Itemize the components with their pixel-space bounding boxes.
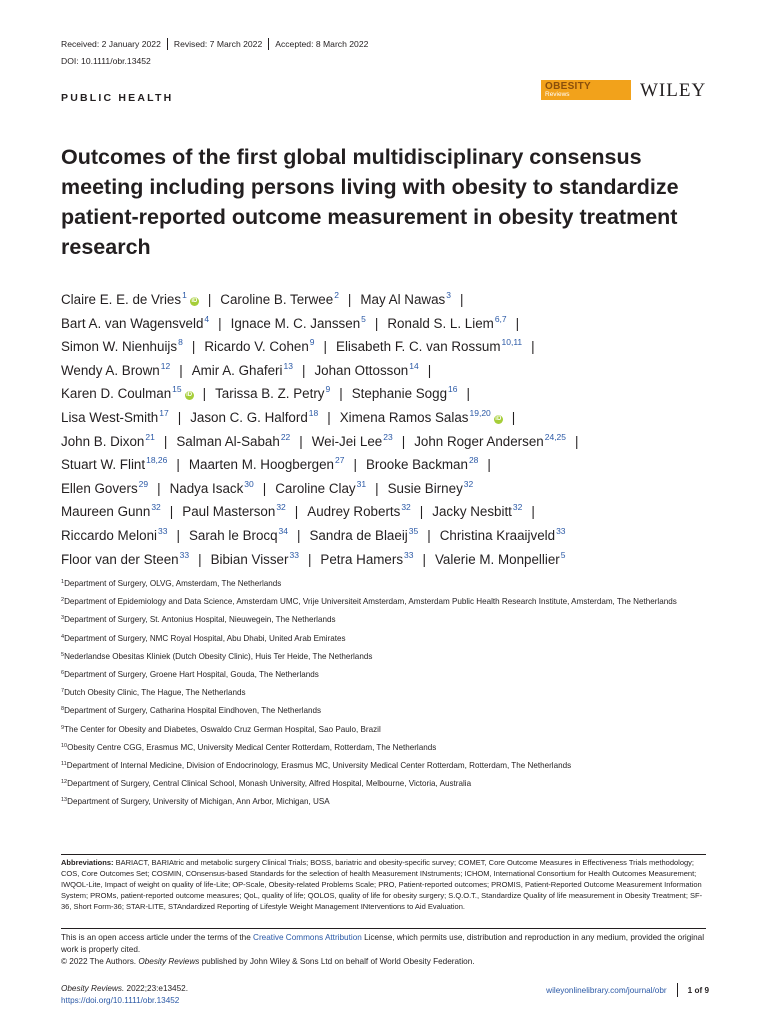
author-name-text: Wendy A. Brown: [61, 362, 160, 378]
affiliation-text: Department of Surgery, University of Michigan, Ann Arbor, Michigan, USA: [67, 797, 330, 807]
affiliation-number: 6: [61, 669, 65, 676]
author-separator: |: [466, 386, 470, 402]
affiliation-number: 7: [61, 688, 65, 695]
affiliation-ref[interactable]: 31: [356, 478, 367, 489]
author-name-text: Petra Hamers: [320, 551, 404, 567]
affiliation-ref[interactable]: 9: [309, 337, 315, 348]
affiliation-item: [61, 705, 701, 717]
author-name-text: May Al Nawas: [360, 292, 446, 307]
affiliation-item: [61, 596, 701, 608]
author-line: [61, 524, 711, 548]
author-name-text: Amir A. Ghaferi: [191, 362, 283, 378]
author-name[interactable]: [432, 504, 522, 519]
author-name[interactable]: [61, 457, 167, 472]
author-name-text: Jason C. G. Halford: [190, 409, 308, 425]
affiliation-text: Department of Epidemiology and Data Science, Amsterdam UMC, Vrije Universiteit Amsterdam, Amsterdam Public Health Research Institute, Amsterdam, The Netherlands: [64, 597, 677, 607]
affiliation-ref[interactable]: 27: [335, 455, 345, 466]
affiliation-text: Nederlandse Obesitas Kliniek (Dutch Obesity Clinic), Huis Ter Heide, The Netherlands: [64, 651, 373, 661]
affiliation-text: Department of Surgery, Groene Hart Hospital, Gouda, The Netherlands: [64, 669, 319, 679]
author-separator: |: [374, 315, 379, 331]
author-name-text: Salman Al-Sabah: [176, 433, 280, 449]
doi-header: DOI: 10.1111/obr.13452: [61, 56, 151, 66]
article-title: Outcomes of the first global multidisciplinary consensus meeting including persons living with obesity to standardize patient-reported outcome measurement in obesity treatment research: [61, 145, 679, 259]
author-name[interactable]: [169, 478, 254, 496]
author-name-text: Stephanie Sogg: [351, 386, 448, 402]
affiliation-ref[interactable]: 18,26: [146, 455, 168, 466]
author-name-text: Paul Masterson: [182, 504, 276, 520]
author-separator: |: [294, 504, 299, 520]
affiliation-text: Obesity Centre CGG, Erasmus MC, University Medical Center Rotterdam, Rotterdam, The Netherlands: [67, 742, 437, 752]
author-separator: |: [422, 551, 426, 567]
author-line: [61, 477, 711, 501]
author-name-text: Sarah le Brocq: [188, 527, 278, 543]
author-name[interactable]: [366, 457, 478, 472]
abbreviations: [61, 854, 706, 912]
affiliation-number: 2: [61, 597, 65, 604]
affiliation-number: 8: [61, 706, 65, 713]
journal-logo[interactable]: [541, 80, 631, 100]
author-line: [61, 548, 711, 572]
affiliation-text: Department of Surgery, St. Antonius Hospital, Nieuwegein, The Netherlands: [64, 615, 336, 625]
affiliation-ref[interactable]: 16: [448, 384, 458, 395]
author-name[interactable]: [339, 407, 503, 425]
journal-logo-subtitle: Reviews: [545, 91, 570, 98]
author-name-text: Bart A. van Wagensveld: [61, 315, 204, 331]
affiliation-item: [61, 633, 701, 645]
author-name-text: Ignace M. C. Janssen: [230, 315, 361, 331]
copyright-journal: Obesity Reviews: [138, 956, 200, 966]
affiliation-ref[interactable]: 13: [283, 360, 293, 371]
author-name[interactable]: [439, 525, 566, 543]
author-separator: |: [176, 457, 180, 473]
author-name[interactable]: [182, 504, 286, 519]
affiliation-ref[interactable]: 9: [325, 384, 331, 395]
affiliation-ref[interactable]: 33: [158, 525, 168, 536]
affiliation-text: Department of Internal Medicine, Division of Endocrinology, Erasmus MC, University Medical Center Rotterdam, Rotterdam, The Netherlands: [66, 760, 572, 770]
affiliation-ref[interactable]: 32: [276, 502, 286, 513]
affiliation-text: Dutch Obesity Clinic, The Hague, The Netherlands: [64, 688, 246, 698]
author-separator: |: [297, 527, 301, 543]
abbreviations-label: Abbreviations:: [61, 858, 114, 867]
copyright-text: © 2022 The Authors.: [61, 956, 139, 966]
copyright-text-cont: published by John Wiley & Sons Ltd on behalf of World Obesity Federation.: [199, 956, 475, 966]
author-name[interactable]: [204, 339, 314, 354]
affiliation-ref[interactable]: 34: [278, 525, 289, 536]
author-separator: |: [202, 386, 207, 402]
affiliation-number: 12: [61, 779, 68, 786]
affiliation-number: 10: [61, 742, 68, 749]
revised-date: Revised: 7 March 2022: [173, 39, 263, 49]
affiliation-text: Department of Surgery, Central Clinical School, Monash University, Alfred Hospital, Melbourne, Victoria, Australia: [67, 779, 472, 789]
author-line: [61, 382, 711, 406]
affiliation-item: [61, 614, 701, 626]
author-separator: |: [299, 433, 303, 449]
author-separator: |: [157, 480, 161, 496]
author-name[interactable]: [190, 407, 319, 425]
author-name-text: Tarissa B. Z. Petry: [215, 386, 325, 402]
author-name[interactable]: [307, 504, 411, 519]
author-name-text: Johan Ottosson: [314, 362, 409, 378]
footer-citation-text: 2022;23:e13452.: [124, 984, 188, 993]
author-separator: |: [531, 504, 535, 520]
author-name[interactable]: [61, 313, 210, 331]
cc-license-link[interactable]: Creative Commons Attribution: [253, 933, 362, 942]
affiliation-ref[interactable]: 8: [178, 337, 183, 348]
author-line: [61, 406, 711, 430]
author-line: [61, 312, 711, 336]
author-separator: |: [177, 409, 182, 425]
received-date: Received: 2 January 2022: [61, 39, 161, 49]
author-name-text: Maureen Gunn: [61, 504, 151, 520]
author-separator: |: [427, 362, 432, 378]
affiliation-ref[interactable]: 28: [468, 455, 479, 466]
author-name[interactable]: [434, 549, 566, 567]
date-divider: [167, 38, 168, 50]
author-name[interactable]: [414, 431, 567, 449]
author-separator: |: [262, 480, 267, 496]
author-separator: |: [575, 433, 579, 449]
affiliation-number: 5: [61, 651, 65, 658]
author-name-text: Ximena Ramos Salas: [339, 409, 469, 425]
author-separator: |: [531, 339, 535, 355]
author-name[interactable]: [387, 478, 474, 496]
author-name[interactable]: [230, 313, 366, 331]
affiliation-ref[interactable]: 21: [145, 431, 155, 442]
author-name[interactable]: [320, 549, 414, 567]
author-name-text: Audrey Roberts: [307, 504, 401, 520]
footer-doi-link[interactable]: https://doi.org/10.1111/obr.13452: [61, 995, 180, 1005]
author-separator: |: [198, 551, 202, 567]
author-separator: |: [347, 292, 352, 307]
affiliation-item: [61, 778, 701, 790]
affiliation-ref[interactable]: 2: [334, 290, 339, 300]
author-name[interactable]: [215, 386, 330, 401]
orcid-icon[interactable]: iD: [495, 415, 502, 422]
affiliation-item: [61, 742, 701, 754]
author-separator: |: [207, 292, 212, 307]
date-divider: [268, 38, 269, 50]
author-name-text: Susie Birney: [387, 480, 463, 496]
author-name-text: Wei-Jei Lee: [311, 433, 383, 449]
author-name[interactable]: [309, 525, 419, 543]
author-name[interactable]: [191, 360, 293, 378]
author-separator: |: [323, 339, 328, 355]
author-separator: |: [179, 362, 183, 378]
affiliation-ref[interactable]: 3: [446, 290, 451, 300]
author-separator: |: [301, 362, 306, 378]
footer-divider: [677, 983, 678, 997]
author-name[interactable]: [61, 407, 169, 425]
affiliation-number: 13: [61, 797, 68, 804]
affiliation-text: Department of Surgery, NMC Royal Hospital, Abu Dhabi, United Arab Emirates: [64, 633, 346, 643]
author-name[interactable]: [360, 292, 451, 307]
author-name[interactable]: [61, 525, 168, 543]
affiliation-number: 9: [61, 724, 65, 731]
author-name[interactable]: [61, 292, 199, 307]
author-name-text: Ronald S. L. Liem: [387, 315, 494, 331]
affiliation-ref[interactable]: 32: [401, 502, 411, 513]
affiliation-ref[interactable]: 24,25: [544, 431, 567, 442]
affiliation-text: Department of Surgery, OLVG, Amsterdam, The Netherlands: [64, 579, 282, 588]
affiliation-ref[interactable]: 33: [289, 549, 299, 560]
affiliation-ref[interactable]: 23: [383, 431, 393, 442]
accepted-date: Accepted: 8 March 2022: [275, 39, 369, 49]
affiliation-ref[interactable]: 32: [463, 478, 474, 489]
author-name-text: Ellen Govers: [61, 480, 138, 496]
author-separator: |: [176, 527, 180, 543]
author-name[interactable]: [61, 504, 161, 519]
affiliation-ref[interactable]: 4: [204, 313, 210, 324]
author-name-text: Claire E. E. de Vries: [61, 292, 182, 307]
author-separator: |: [169, 504, 174, 520]
author-separator: |: [307, 551, 312, 567]
author-name[interactable]: [61, 360, 171, 378]
author-name[interactable]: [176, 431, 291, 449]
affiliation-ref[interactable]: 32: [151, 502, 161, 513]
author-line: [61, 288, 711, 312]
footer-citation: [61, 983, 188, 1006]
affiliation-ref[interactable]: 18: [308, 407, 319, 418]
author-name-text: Sandra de Blaeij: [309, 527, 408, 543]
footer-journal: Obesity Reviews.: [61, 984, 125, 993]
author-separator: |: [218, 315, 222, 331]
author-name-text: Valerie M. Monpellier: [434, 551, 560, 567]
author-name[interactable]: [61, 478, 149, 496]
author-name[interactable]: [387, 313, 507, 331]
affiliation-item: [61, 796, 701, 808]
author-line: [61, 359, 711, 383]
affiliation-ref[interactable]: 22: [280, 431, 291, 442]
author-name-text: Maarten M. Hoogbergen: [188, 457, 335, 473]
license-text: This is an open access article under the terms of the: [61, 933, 254, 942]
affiliation-ref[interactable]: 14: [409, 360, 419, 371]
affiliation-item: [61, 669, 701, 681]
author-separator: |: [339, 386, 343, 402]
affiliation-item: [61, 651, 701, 663]
affiliation-ref[interactable]: 30: [244, 478, 254, 489]
author-separator: |: [459, 292, 464, 307]
author-name-text: Simon W. Nienhuijs: [61, 339, 178, 355]
author-name-text: John Roger Andersen: [414, 433, 544, 449]
author-list: [61, 288, 711, 571]
page-number: 1 of 9: [687, 985, 709, 995]
author-name-text: Caroline Clay: [275, 480, 356, 496]
affiliation-number: 4: [61, 633, 65, 640]
affiliation-ref[interactable]: 33: [556, 525, 566, 536]
affiliation-ref[interactable]: 35: [408, 525, 419, 536]
author-name-text: Riccardo Meloni: [61, 527, 158, 543]
affiliation-item: [61, 687, 701, 699]
author-name[interactable]: [275, 478, 367, 496]
affiliation-number: 1: [61, 579, 65, 585]
footer-right: [546, 983, 709, 997]
author-separator: |: [163, 433, 168, 449]
author-name-text: Bibian Visser: [210, 551, 289, 567]
affiliation-item: [61, 578, 701, 590]
affiliation-ref[interactable]: 12: [160, 360, 171, 371]
author-line: [61, 453, 711, 477]
affiliation-text: Department of Surgery, Catharina Hospital Eindhoven, The Netherlands: [64, 706, 322, 716]
author-name[interactable]: [189, 457, 345, 472]
orcid-icon[interactable]: iD: [186, 392, 193, 399]
author-name-text: Nadya Isack: [169, 480, 244, 496]
author-separator: |: [191, 339, 196, 355]
author-name-text: Elisabeth F. C. van Rossum: [336, 339, 501, 355]
abbreviations-text: BARIACT, BARIAtric and metabolic surgery Clinical Trials; BOSS, bariatric and obesity-specific survey; COMET, Core Outcome Measures in Effectiveness Trials methodology; COS, Core Outcomes Set; COSMIN, COnsensus-based Standards for the selection of health Measurement INstruments; ICHOM, International Consortium for Health Outcomes Measurement; IWQOL-Lite, Impact of weight on quality of life-Lite; OP-Scale, Obesity-related Problems Scale; PRO, Patient-reported outcomes; PROMIS, Patient-Reported Outcome Measurement Information System; PROMs, patient-reported outcome measures; QoL, quality of life; QOLOS, quality of life for obesity surgery; S.Q.O.T., Standardize Quality of life measurement in Obesity Treatment; SF-36, Short Form-36; STAR-LITE, STAndardized Reporting of Lifestyle Weight Management INterventions to Aid Evaluation.: [61, 858, 703, 911]
affiliation-ref[interactable]: 6,7: [494, 313, 507, 324]
affiliation-ref[interactable]: 5: [560, 549, 566, 560]
affiliation-ref[interactable]: 15: [172, 384, 182, 395]
author-name[interactable]: [311, 431, 393, 449]
author-name[interactable]: [61, 549, 190, 567]
author-separator: |: [353, 457, 357, 473]
affiliation-number: 11: [61, 760, 67, 767]
affiliation-list: [61, 578, 701, 814]
section-label: PUBLIC HEALTH: [61, 92, 174, 104]
affiliation-ref[interactable]: 33: [179, 549, 190, 560]
affiliation-item: [61, 760, 701, 772]
license-text-cont: License, which permits use, distribution and reproduction in any medium, provided the original work is properly cited.: [61, 933, 705, 954]
author-name-text: Karen D. Coulman: [61, 386, 172, 402]
author-name[interactable]: [61, 431, 155, 449]
author-separator: |: [401, 433, 406, 449]
author-name[interactable]: [61, 386, 194, 401]
orcid-icon[interactable]: iD: [191, 298, 198, 304]
affiliation-ref[interactable]: 1: [182, 290, 187, 300]
affiliation-ref[interactable]: 33: [404, 549, 414, 560]
author-name-text: John B. Dixon: [61, 433, 145, 449]
affiliation-ref[interactable]: 17: [159, 407, 169, 418]
author-name-text: Ricardo V. Cohen: [204, 339, 309, 355]
author-name-text: Stuart W. Flint: [61, 457, 146, 473]
author-line: [61, 430, 711, 454]
journal-site-link[interactable]: wileyonlinelibrary.com/journal/obr: [546, 985, 667, 995]
affiliation-ref[interactable]: 29: [138, 478, 149, 489]
journal-logo-title: OBESITY: [545, 81, 591, 92]
author-name-text: Lisa West-Smith: [61, 409, 159, 425]
author-separator: |: [515, 315, 520, 331]
author-line: [61, 335, 711, 359]
submission-dates: [61, 38, 368, 50]
affiliation-ref[interactable]: 10,11: [501, 337, 523, 348]
affiliation-ref[interactable]: 5: [361, 313, 366, 324]
author-line: [61, 500, 711, 524]
author-name[interactable]: [61, 339, 183, 354]
author-name-text: Jacky Nesbitt: [432, 504, 512, 520]
affiliation-ref[interactable]: 32: [512, 502, 523, 513]
author-name[interactable]: [314, 360, 419, 378]
affiliation-item: [61, 724, 701, 736]
license-notice: [61, 928, 706, 967]
author-separator: |: [427, 527, 431, 543]
author-name-text: Caroline B. Terwee: [220, 292, 334, 307]
affiliation-number: 3: [61, 615, 65, 622]
author-name[interactable]: [210, 549, 299, 567]
author-separator: |: [375, 480, 379, 496]
author-name[interactable]: [188, 525, 289, 543]
author-separator: |: [487, 457, 491, 473]
author-separator: |: [419, 504, 424, 520]
author-name[interactable]: [220, 292, 339, 307]
author-name[interactable]: [352, 386, 458, 401]
author-name-text: Brooke Backman: [365, 457, 468, 473]
author-name-text: Floor van der Steen: [61, 551, 179, 567]
author-separator: |: [511, 409, 516, 425]
author-name-text: Christina Kraaijveld: [439, 527, 556, 543]
publisher-logo[interactable]: WILEY: [640, 80, 707, 101]
author-separator: |: [327, 409, 331, 425]
affiliation-ref[interactable]: 19,20: [469, 407, 491, 418]
author-name[interactable]: [336, 339, 522, 354]
affiliation-text: The Center for Obesity and Diabetes, Oswaldo Cruz German Hospital, Sao Paulo, Brazil: [64, 724, 381, 734]
